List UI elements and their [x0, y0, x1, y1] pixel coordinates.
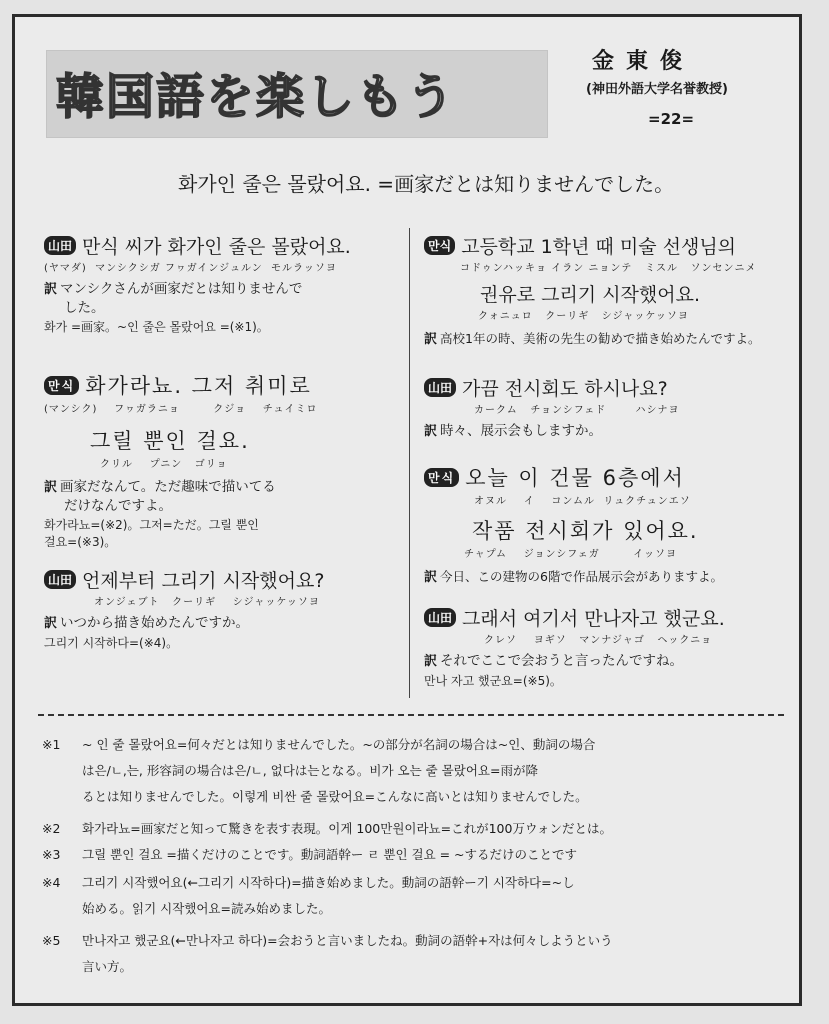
translation-mark: 訳 [44, 616, 58, 631]
translation-mark: 訳 [424, 332, 438, 347]
korean-line: 만식 씨가 화가인 줄은 몰랐어요. [82, 236, 351, 258]
note-line: 만나 자고 했군요=(※5)。 [424, 674, 562, 688]
ruby-line: クリル プニン ゴリョ [100, 459, 228, 470]
translation-mark: 訳 [424, 424, 438, 439]
japanese-line: いつから描き始めたんですか。 [60, 615, 250, 631]
korean-line: 고등학교 1학년 때 미술 선생님의 [461, 236, 737, 258]
ruby-line: オヌル イ コンムル リュクチュンエソ [474, 496, 691, 507]
korean-line: 오늘 이 건물 6층에서 [465, 466, 685, 490]
footnote-line: は은/ㄴ,는, 形容詞の場合は은/ㄴ, 없다は는となる。비가 오는 줄 몰랐어요=雨が降 [82, 763, 538, 778]
ruby-line: オンジェブト クーリギ シジャッケッソヨ [94, 597, 320, 608]
speaker-badge: 만식 [424, 468, 459, 487]
note-line: 걸요=(※3)。 [44, 535, 117, 549]
ruby-line: カークム チョンシフェド ハシナヨ [474, 405, 680, 416]
footnote-line: 그리기 시작했어요(←그리기 시작하다)=描き始めました。動詞の語幹ー기 시작하다=~し [82, 875, 575, 890]
footnote-3 [42, 842, 782, 868]
japanese-line: した。 [64, 300, 105, 316]
ruby-line: チャプム ジョンシフェガ イッソヨ [464, 549, 677, 560]
footnote-line: 始める。읽기 시작했어요=読み始めました。 [82, 901, 331, 916]
dialogue-right-3 [424, 462, 784, 587]
footnote-1 [42, 732, 782, 810]
footnote-mark: ※3 [42, 847, 61, 862]
dialogue-left-3 [44, 566, 404, 652]
footnote-2 [42, 816, 782, 842]
footnote-line: 그릴 뿐인 걸요 =描くだけのことです。動詞語幹ー ㄹ 뿐인 걸요 = ~するだけのことです [82, 847, 578, 862]
ruby-line: クォニュロ クーリギ シジャッケッソヨ [478, 311, 689, 322]
dialogue-right-1 [424, 232, 784, 349]
korean-line: 그릴 뿐인 걸요. [90, 429, 250, 453]
dialogue-right-2 [424, 374, 784, 441]
footnote-mark: ※4 [42, 875, 61, 890]
japanese-line: だけなんですよ。 [64, 498, 172, 514]
korean-line: 권유로 그리기 시작했어요. [480, 284, 701, 306]
korean-line: 화가라뇨. 그저 취미로 [85, 374, 312, 398]
author-name: 金東俊 [592, 49, 695, 74]
section-divider [38, 714, 784, 716]
japanese-line: 高校1年の時、美術の先生の勧めで描き始めたんですよ。 [440, 331, 761, 346]
column-divider [409, 228, 410, 698]
footnote-mark: ※1 [42, 737, 61, 752]
headline: 화가인 줄은 몰랐어요. =画家だとは知りませんでした。 [178, 172, 675, 196]
speaker-badge: 만식 [424, 236, 455, 255]
ruby-line: (マンシク) フヮガラニョ クジョ チュイミロ [44, 404, 318, 415]
japanese-line: 画家だなんて。ただ趣味で描いてる [60, 479, 276, 495]
korean-line: 작품 전시회가 있어요. [472, 519, 699, 543]
translation-mark: 訳 [424, 570, 438, 585]
footnote-line: ~ 인 줄 몰랐어요=何々だとは知りませんでした。~の部分が名詞の場合は~인、動詞の場合 [82, 737, 596, 752]
footnote-4 [42, 870, 782, 922]
issue-number: =22= [648, 110, 695, 128]
footnote-mark: ※5 [42, 933, 61, 948]
banner-title: 韓国語を楽しもう [56, 69, 457, 125]
footnote-line: るとは知りませんでした。이렇게 비싼 줄 몰랐어요=こんなに高いとは知りませんでした。 [82, 789, 588, 804]
footnote-line: 화가라뇨=画家だと知って驚きを表す表現。이게 100만원이라뇨=これが100万ウォンだとは。 [82, 821, 612, 836]
footnote-mark: ※2 [42, 821, 61, 836]
korean-line: 그래서 여기서 만나자고 했군요. [462, 608, 725, 630]
translation-mark: 訳 [424, 654, 438, 669]
speaker-badge: 山田 [424, 378, 456, 397]
ruby-line: (ヤマダ) マンシクシガ フヮガインジュルン モルラッソヨ [44, 263, 337, 274]
note-line: 화가 =画家。~인 줄은 몰랐어요 =(※1)。 [44, 320, 269, 334]
speaker-badge: 山田 [424, 608, 456, 627]
dialogue-right-4 [424, 604, 784, 690]
korean-line: 가끔 전시회도 하시나요? [462, 378, 668, 400]
ruby-line: コドゥンハッキョ イラン ニョンテ ミスル ソンセンニメ [460, 263, 757, 274]
ruby-line: クレソ ヨギソ マンナジャゴ ヘックニョ [484, 635, 713, 646]
translation-mark: 訳 [44, 480, 58, 495]
dialogue-left-2 [44, 370, 404, 551]
speaker-badge: 山田 [44, 236, 76, 255]
korean-line: 언제부터 그리기 시작했어요? [82, 570, 325, 592]
japanese-line: マンシクさんが画家だとは知りませんで [60, 281, 303, 297]
japanese-line: 今日、この建物の6階で作品展示会がありますよ。 [440, 569, 723, 584]
footnote-line: 만나자고 했군요(←만나자고 하다)=会おうと言いましたね。動詞の語幹+자は何々しようという [82, 933, 613, 948]
note-line: 그리기 시작하다=(※4)。 [44, 636, 179, 650]
note-line: 화가라뇨=(※2)。그저=ただ。그릴 뿐인 [44, 518, 259, 532]
author-affiliation: (神田外語大学名誉教授) [586, 82, 728, 97]
japanese-line: 時々、展示会もしますか。 [440, 423, 603, 439]
footnote-5 [42, 928, 782, 980]
dialogue-left-1 [44, 232, 404, 336]
japanese-line: それでここで会おうと言ったんですね。 [440, 653, 684, 669]
translation-mark: 訳 [44, 282, 58, 297]
speaker-badge: 만식 [44, 376, 79, 395]
footnote-line: 言い方。 [82, 959, 133, 974]
speaker-badge: 山田 [44, 570, 76, 589]
